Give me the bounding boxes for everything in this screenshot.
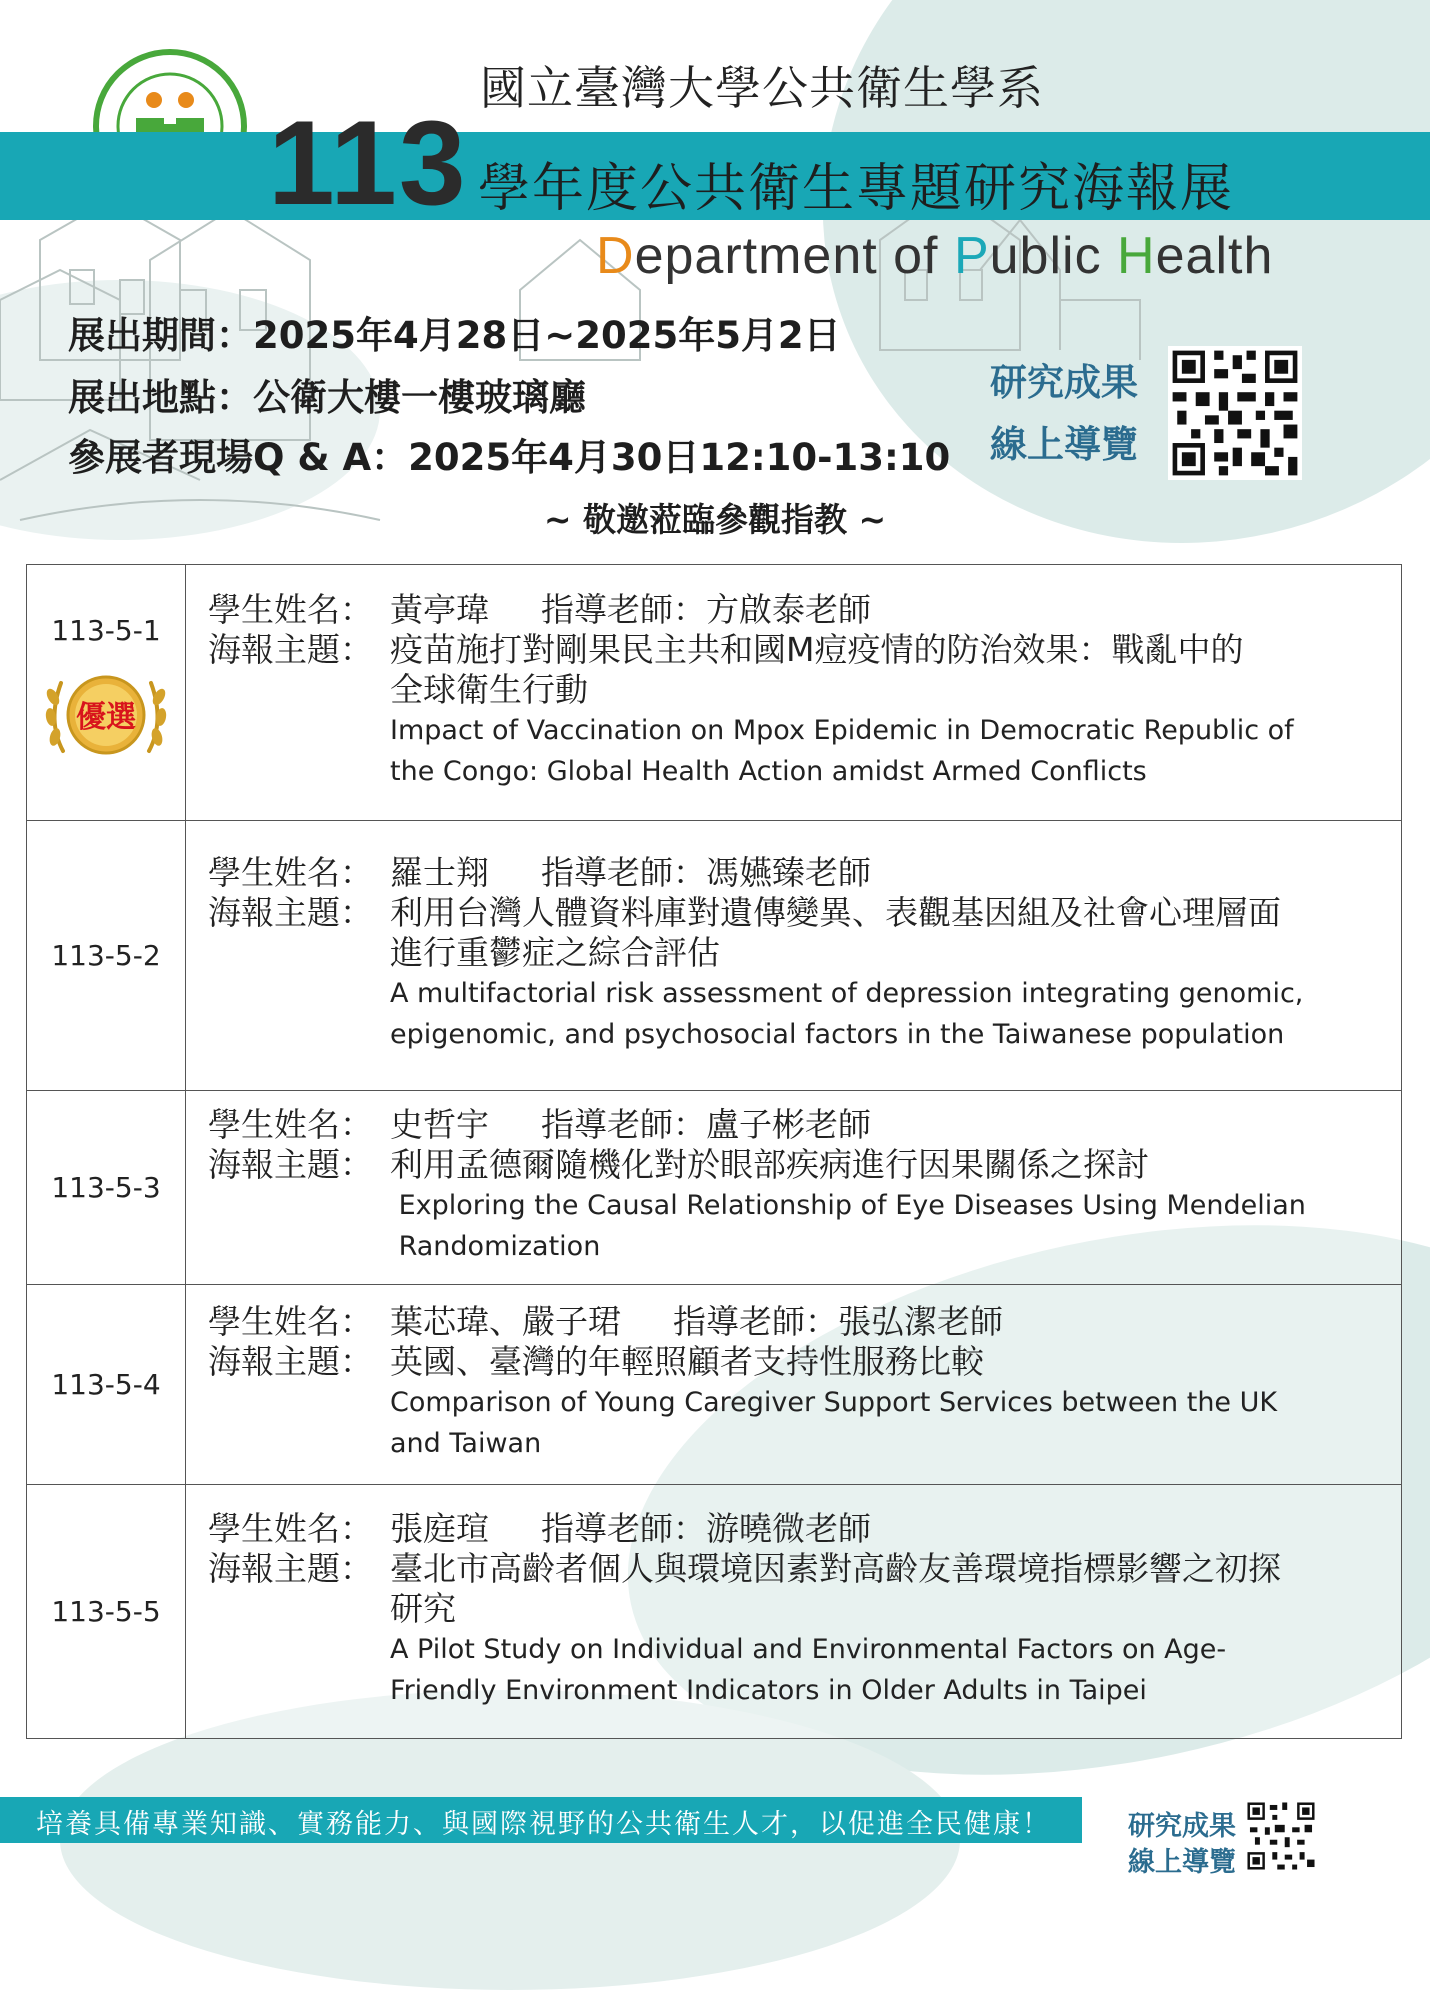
poster-detail-cell [186, 565, 1402, 821]
dept-initial-p: P [953, 227, 990, 285]
topic-zh: 英國、臺灣的年輕照顧者支持性服務比較 [390, 1341, 984, 1381]
footer-slogan: 培養具備專業知識、實務能力、與國際視野的公共衛生人才，以促進全民健康！ [36, 1809, 1051, 1840]
topic-label: 海報主題： [208, 892, 373, 932]
student-advisor-line [208, 590, 1383, 630]
topic-en: A Pilot Study on Individual and Environmental Factors on Age- [390, 1633, 1227, 1665]
topic-label: 海報主題： [208, 1548, 373, 1588]
topic-zh: 利用台灣人體資料庫對遺傳變異、表觀基因組及社會心理層面 [390, 892, 1281, 932]
department-english-name [596, 226, 1273, 286]
exhibition-period: 展出期間：2025年4月28日~2025年5月2日 [68, 314, 841, 357]
student-name: 張庭瑄 [390, 1508, 489, 1548]
student-label: 學生姓名： [208, 589, 373, 629]
qr-code-icon[interactable] [1168, 346, 1302, 480]
poster-detail-cell [186, 1091, 1402, 1285]
academic-year: 113 [268, 96, 468, 230]
student-name: 黃亭瑋 [390, 589, 489, 629]
poster-list-table [26, 564, 1402, 1739]
topic-zh: 利用孟德爾隨機化對於眼部疾病進行因果關係之探討 [390, 1144, 1149, 1184]
advisor-name: 馮嬿臻老師 [706, 852, 871, 892]
dept-initial-h: H [1117, 227, 1156, 285]
topic-line [208, 1342, 1383, 1382]
qr-label-line1: 研究成果 [990, 361, 1138, 404]
dept-text-3: ealth [1155, 227, 1274, 285]
invitation-line: ~ 敬邀蒞臨參觀指教 ~ [543, 500, 887, 539]
student-label: 學生姓名： [208, 1104, 373, 1144]
topic-en: Impact of Vaccination on Mpox Epidemic in Democratic Republic of [390, 714, 1294, 746]
student-name: 葉芯瑋、嚴子珺 [390, 1301, 621, 1341]
dept-initial-d: D [596, 227, 635, 285]
topic-line [208, 1145, 1383, 1185]
student-advisor-line [208, 1302, 1383, 1342]
poster-detail-cell [186, 1285, 1402, 1485]
topic-zh-continued: 研究 [390, 1588, 456, 1628]
table-row [27, 1091, 1402, 1285]
table-row [27, 565, 1402, 821]
advisor-label: 指導老師： [541, 589, 706, 629]
poster-code: 113-5-2 [51, 939, 161, 972]
advisor-label: 指導老師： [541, 1104, 706, 1144]
exhibition-location: 展出地點：公衛大樓一樓玻璃廳 [68, 376, 586, 419]
table-row [27, 1285, 1402, 1485]
topic-en: A multifactorial risk assessment of depression integrating genomic, [390, 977, 1304, 1009]
dept-text-2: ublic [989, 227, 1118, 285]
student-name: 史哲宇 [390, 1104, 489, 1144]
dept-text-1: epartment of [634, 227, 954, 285]
poster-code: 113-5-5 [51, 1595, 161, 1628]
award-label: 優選 [76, 700, 136, 735]
advisor-label: 指導老師： [673, 1301, 838, 1341]
poster-code: 113-5-1 [51, 614, 161, 647]
topic-zh-continued: 進行重鬱症之綜合評估 [390, 932, 720, 972]
topic-en-continued: epigenomic, and psychosocial factors in the Taiwanese population [390, 1018, 1285, 1050]
topic-en-continued: Friendly Environment Indicators in Older Adults in Taipei [390, 1674, 1147, 1706]
topic-label: 海報主題： [208, 1341, 373, 1381]
student-label: 學生姓名： [208, 852, 373, 892]
poster-detail-cell [186, 1485, 1402, 1739]
topic-en: Exploring the Causal Relationship of Eye Diseases Using Mendelian [390, 1189, 1306, 1221]
award-medal-icon [41, 661, 171, 771]
poster-code: 113-5-3 [51, 1171, 161, 1204]
advisor-name: 張弘潔老師 [838, 1301, 1003, 1341]
poster-code-cell [27, 1485, 186, 1739]
advisor-name: 游曉微老師 [706, 1508, 871, 1548]
poster-code-cell [27, 1091, 186, 1285]
topic-en-continued: Randomization [390, 1230, 601, 1262]
topic-line [208, 893, 1383, 933]
footer-qr-label-line2: 線上導覽 [1128, 1847, 1236, 1878]
poster-code-cell [27, 1285, 186, 1485]
topic-zh: 疫苗施打對剛果民主共和國M痘疫情的防治效果：戰亂中的 [390, 629, 1244, 669]
topic-label: 海報主題： [208, 1144, 373, 1184]
footer-qr-label-line1: 研究成果 [1128, 1811, 1236, 1842]
student-name: 羅士翔 [390, 852, 489, 892]
event-title: 學年度公共衛生專題研究海報展 [478, 159, 1235, 219]
advisor-name: 盧子彬老師 [706, 1104, 871, 1144]
topic-zh-continued: 全球衛生行動 [390, 669, 588, 709]
footer-qr-code-icon[interactable] [1245, 1800, 1317, 1872]
student-advisor-line [208, 1509, 1383, 1549]
poster-detail-cell [186, 821, 1402, 1091]
table-row [27, 1485, 1402, 1739]
topic-label: 海報主題： [208, 629, 373, 669]
topic-line [208, 1549, 1383, 1589]
poster-code-cell [27, 565, 186, 821]
qa-session: 參展者現場Q & A：2025年4月30日12:10-13:10 [68, 436, 951, 479]
student-advisor-line [208, 853, 1383, 893]
topic-line [208, 630, 1383, 670]
student-label: 學生姓名： [208, 1301, 373, 1341]
topic-zh: 臺北市高齡者個人與環境因素對高齡友善環境指標影響之初探 [390, 1548, 1281, 1588]
university-department-title: 國立臺灣大學公共衛生學系 [480, 61, 1044, 115]
qr-label-line2: 線上導覽 [990, 423, 1138, 466]
advisor-name: 方啟泰老師 [706, 589, 871, 629]
topic-en-continued: the Congo: Global Health Action amidst Armed Conflicts [390, 755, 1147, 787]
student-advisor-line [208, 1105, 1383, 1145]
advisor-label: 指導老師： [541, 1508, 706, 1548]
table-row [27, 821, 1402, 1091]
student-label: 學生姓名： [208, 1508, 373, 1548]
poster-code-cell [27, 821, 186, 1091]
advisor-label: 指導老師： [541, 852, 706, 892]
topic-en: Comparison of Young Caregiver Support Services between the UK [390, 1386, 1278, 1418]
topic-en-continued: and Taiwan [390, 1427, 542, 1459]
poster-code: 113-5-4 [51, 1368, 161, 1401]
